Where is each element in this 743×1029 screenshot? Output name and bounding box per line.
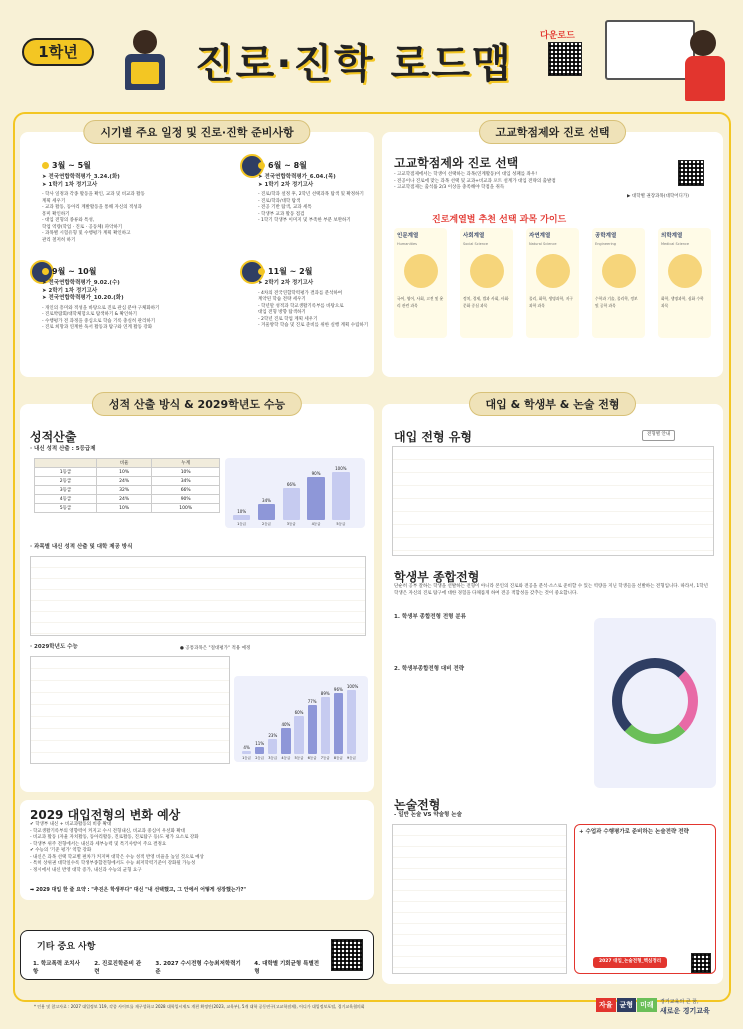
student-illustration (115, 30, 175, 100)
track-social: 사회계열 Social Science 정치, 경제, 법과 사회, 사회·문화 중심 과목 (460, 228, 513, 338)
period-label: 3월 ~ 5월 (42, 160, 222, 171)
chart-data-label: 10% (237, 509, 247, 515)
admission-para: 단순히 공부 잘하는 학생을 선발하는 전형이 아니라 본인의 진로와 전공을 분석·소스로 준비할 수 있는 역량을 지닌 학생들을 선발하는 전형입니다. 따라서, 1학년 학생은 자신의 진로 탐구에 대한 경험을 다채롭게 하여 전공 적합성을 갖추는 것이 중요합니다. (394, 584, 708, 596)
credit-qr[interactable] (678, 160, 704, 186)
period-note: - 학사 일정과 각종 활동을 확인, 교과 및 비교과 활동 (42, 192, 145, 197)
change-item: - 특히 상위권 대학일수록 학생부종합전형에서도 수능 최저학력기준이 강화될 가능성 (30, 861, 196, 866)
grades-sub2: · 과목별 내신 성적 산출 및 대학 제공 방식 (30, 544, 133, 550)
chart-data-label: 90% (311, 470, 321, 476)
chart-bar (283, 488, 300, 520)
chart-bar (281, 728, 290, 754)
period-note: - 전공 기반 탐색, 교과 세특 (258, 205, 312, 210)
chart-tick-label: 1등급 (237, 522, 247, 526)
chart-data-label: 60% (294, 709, 304, 715)
credit-title: 고교학점제와 진로 선택 (479, 120, 627, 144)
period-note: 학업 역량(학업 · 진로 · 공동체) 파악하기 (42, 224, 123, 230)
download-qr[interactable] (548, 42, 582, 76)
period-item: ➤ 2학기 2차 정기고사 (258, 280, 314, 286)
chart-tick-label: 2등급 (261, 522, 271, 526)
period-note: - 개인의 흥미와 적성을 바탕으로 진로 관심 분야 구체화하기 (42, 305, 160, 311)
grades-sub3: · 2029학년도 수능 (30, 644, 78, 650)
essay-table (392, 824, 567, 974)
chart-bar (347, 690, 356, 754)
grades-sub1: · 내신 성적 산출 : 5등급제 (30, 446, 96, 452)
period-note: - 4차의 전국연합학력평가 결과를 분석하여 (258, 290, 343, 296)
etc-item: 3. 2027 수시전형 수능최저학력기준 (155, 961, 241, 975)
chart-tick-label: 5등급 (336, 522, 346, 526)
chart-data-label: 66% (286, 482, 296, 488)
credit-panel (382, 126, 723, 377)
period-note: - 2학년 진로 학업 계획 세우기 (258, 316, 318, 322)
chart-tick-label: 6등급 (307, 756, 317, 760)
grades-panel (20, 398, 374, 792)
chart-data-label: 40% (281, 722, 291, 728)
change-item: - 내신은 과목 선택 학교별 편차가 커지며 대학은 수능 성적 반영 비율을 높일 것으로 예상 (30, 854, 204, 860)
period-note: 계약된 학습 전략 세우기 (258, 297, 306, 302)
changes-title: 2029 대입전형의 변화 예상 (30, 808, 181, 822)
period-note: - 과목별 시험유형 및 수행평가 계획 확인하고 (42, 231, 131, 236)
track-cards (394, 228, 714, 348)
chart-bar (332, 472, 349, 520)
period-note: - 진로/학과 설정 후, 2학년 선택과목 탐색 및 확정하기 (258, 192, 364, 197)
chart-tick-label: 7등급 (320, 756, 330, 760)
grades-title: 성적 산출 방식 & 2029학년도 수능 (92, 392, 302, 416)
footer-note: * 인용 및 참고자료 : 2027 대입정보 119, 각종 사이트를 재구성하고 2028 대학입시제도 개편 확정안(2023, 교육부), 5개 대학 공동연구(고교학점제), 어디가 대입정보포털, 경기교육협의회 (34, 1004, 365, 1009)
period-label: 6월 ~ 8월 (258, 160, 370, 171)
etc-item: 1. 학교폭력 조치사항 (33, 961, 80, 975)
chart-tick-label: 4등급 (281, 756, 291, 760)
period-3 (42, 266, 222, 332)
admission-table (392, 446, 714, 556)
guide-button[interactable]: 전형별 안내 (642, 430, 675, 441)
track-humanities: 인문계열 Humanities 국어, 영어, 사회, 고전 및 윤리 관련 과목 (394, 228, 447, 338)
change-item: - 학생부 위주 전형에서는 내신과 세부능력 및 특기사항이 주요 결정요 (30, 841, 167, 847)
chart-data-label: 4% (243, 745, 250, 751)
footer-brand-main: 새로운 경기교육 (660, 1007, 710, 1015)
chart-tick-label: 4등급 (311, 522, 321, 526)
schedule-panel (20, 126, 374, 377)
period-note: 흥미 확인하기 (42, 211, 70, 217)
etc-qr[interactable] (331, 939, 363, 971)
period-item: ➤ 1학기 1차 정기고사 (42, 181, 98, 188)
credit-bullet: - 고교학점제에서는 학생이 선택하는 과목(연계활동)이 대입 성패를 좌우! (394, 172, 538, 177)
period-note: - 진로박람회/대학체험으로 탐색하기 & 확인하기 (42, 312, 137, 317)
subject-table (30, 556, 366, 636)
chart-tick-label: 3등급 (268, 756, 278, 760)
grade-badge: 1학년 (22, 38, 94, 66)
track-subtitle: 진로계열별 추천 선택 과목 가이드 (432, 215, 567, 225)
chart-bar (242, 751, 251, 754)
suneung-chart (234, 676, 368, 762)
essay-tip-box (574, 824, 716, 974)
period-note: - 학년말 성적과 학교생활기록부를 바탕으로 (258, 303, 344, 309)
change-item: - 정시에서 내신 반영 대학 증가, 내신과 수능의 균형 요구 (30, 867, 142, 873)
period-note: - 수행평가 전 과정을 중심으로 학습 기록 충실히 관리하기 (42, 318, 156, 324)
chart-data-label: 89% (320, 691, 330, 697)
period-item: ➤ 전국연합학력평가_3.24.(화) (42, 174, 120, 180)
change-item: - 학교생활기록부의 영향력이 커지고 수시 전형내신, 비교과 중심이 우선화 확대 (30, 828, 186, 834)
chart-tick-label: 2등급 (255, 756, 265, 760)
chart-bar (334, 693, 343, 754)
chart-data-label: 96% (333, 686, 343, 692)
chart-tick-label: 1등급 (242, 756, 252, 760)
period-item: ➤ 전국연합학력평가_9.02.(수) (42, 280, 120, 286)
chart-data-label: 100% (346, 684, 359, 689)
chart-tick-label: 9등급 (346, 756, 356, 760)
etc-panel (20, 930, 374, 980)
chart-data-label: 34% (262, 497, 271, 503)
period-2 (258, 160, 370, 225)
admission-panel (382, 398, 723, 984)
summary-quote: ➡ 2029 대입 한 줄 요약 : "추진은 학생부다" 대신 "내 선택했고, 그 안에서 어떻게 성장했는가?" (30, 887, 246, 893)
qr-caption: ▶ 대학별 권장과목(대학어디가) (627, 194, 689, 199)
credit-bullet: - 전공이나 진로에 맞는 과목 선택 및 교과+비교과 포트 설계가 대입 전략의 출발점 (394, 178, 556, 184)
chart-bar (308, 705, 317, 754)
chart-bar (307, 477, 324, 520)
chart-bar (233, 515, 250, 520)
admission-sub1: 1. 학생부 종합전형 전형 분류 (394, 614, 467, 620)
chart-bar (268, 739, 277, 754)
change-item: ✔ 수능의 '기준 평가' 역할 강화 (30, 848, 92, 853)
period-1 (42, 160, 222, 244)
admission-heading3: 논술전형 (394, 798, 441, 812)
chart-tick-label: 8등급 (333, 756, 343, 760)
admission-sub-a: - 일반 논술 VS 약술형 논술 (394, 812, 462, 818)
etc-title: 기타 중요 사항 (37, 942, 96, 952)
track-natural: 자연계열 Natural Science 물리, 화학, 생명과학, 지구과학 과목 (526, 228, 579, 338)
period-note: 계획 세우기 (42, 198, 66, 204)
teacher-illustration (595, 10, 735, 105)
admission-heading: 대입 전형 유형 (394, 430, 472, 444)
essay-tip-badge: 2027 대입_논술전형_핵심정리 (593, 957, 667, 968)
credit-heading: 고교학점제와 진로 선택 (394, 156, 519, 170)
period-label: 9월 ~ 10월 (42, 266, 222, 277)
chart-bar (321, 697, 330, 754)
period-note: - 1학기 학생부 이미지 및 부족한 부분 보완하기 (258, 218, 351, 223)
footer-logo: 자율 균형 미래 (596, 998, 657, 1012)
period-item: ➤ 1학기 2차 정기고사 (258, 181, 314, 188)
essay-tip-title: + 수업과 수행평가로 준비하는 논술전략 전략 (579, 829, 689, 835)
grade-chart (225, 458, 365, 528)
chart-bar (258, 504, 275, 520)
change-item: - 비교과 활동 (자율 자치활동, 동아리활동, 진로활동, 진로탐구 등)도 평가 요소로 강화 (30, 835, 199, 840)
footer-brand: 경기교육의 큰 꿈, (660, 999, 699, 1005)
essay-qr[interactable] (691, 953, 711, 973)
period-note: 관리 철저히 하기 (42, 237, 76, 243)
period-4 (258, 266, 370, 330)
admission-diagram (594, 618, 716, 788)
chart-data-label: 77% (307, 698, 317, 704)
chart-data-label: 23% (268, 733, 278, 739)
period-note: - 교과 활동, 동아리 계발활동을 통해 자신의 적성과 (42, 205, 143, 210)
etc-item: 2. 진로진학준비 관련 (94, 961, 142, 975)
chart-bar (294, 716, 303, 754)
chart-data-label: 11% (255, 740, 265, 746)
admission-sub2: 2. 학생부종합전형 대비 전략 (394, 666, 465, 672)
changes-panel (20, 800, 374, 900)
suneung-table (30, 656, 230, 764)
grades-note: ● 공통과목은 "절대평가" 적용 예정 (180, 646, 251, 651)
chart-tick-label: 3등급 (286, 522, 296, 526)
period-note: - 진로 희망과 연계한 독서 활동과 탐구와 연계 활동 강화 (42, 325, 153, 330)
header (0, 0, 743, 108)
period-note: - 대입 전형의 종류와 특성, (42, 218, 95, 223)
chart-tick-label: 5등급 (294, 756, 304, 760)
track-engineering: 공학계열 Engineering 수학과 기술, 물리학, 정보 및 공학 과목 (592, 228, 645, 338)
chart-data-label: 100% (335, 466, 347, 471)
period-label: 11월 ~ 2월 (258, 266, 370, 277)
admission-heading2: 학생부 종합전형 (394, 570, 480, 584)
page-title: 진로·진학 로드맵 (195, 41, 513, 87)
period-note: - 진로/학과/대학 탐색 (258, 198, 301, 204)
period-note: 대입 전형 방향 탐색하기 (258, 310, 306, 315)
download-label[interactable]: 다운로드 (540, 31, 575, 41)
etc-item: 4. 대학별 기회균형 특별전형 (254, 961, 320, 975)
period-item: ➤ 전국연합학력평가_10.20.(화) (42, 295, 124, 301)
track-medical: 의학계열 Medical Science 화학, 생명과학, 심화 수학 과목 (658, 228, 711, 338)
period-item: ➤ 전국연합학력평가_6.04.(목) (258, 174, 336, 180)
chart-bar (255, 747, 264, 754)
grade-table: 비율 누계 1등급 10% 10% 2등급 24% 34% 3등급 32% 66% 4등급 24% 90% 5등급 10% 100% (34, 458, 220, 513)
grades-heading: 성적산출 (30, 430, 77, 444)
period-item: ➤ 2학기 1차 정기고사 (42, 287, 98, 294)
period-note: - 학생부 교과 활동 점검 (258, 211, 305, 217)
schedule-title: 시기별 주요 일정 및 진로·진학 준비사항 (83, 120, 310, 144)
credit-bullet: - 고교학점제는 출석률 2/3 이상을 충족해야 학점을 취득 (394, 185, 505, 190)
period-note: - 겨울방학 학습 및 진로 준비를 위한 실행 계획 수립하기 (258, 323, 369, 328)
change-item: ✔ 학생부 내신 + 비교과활동의 비중 확대 (30, 822, 112, 827)
admission-title: 대입 & 학생부 & 논술 전형 (469, 392, 637, 416)
